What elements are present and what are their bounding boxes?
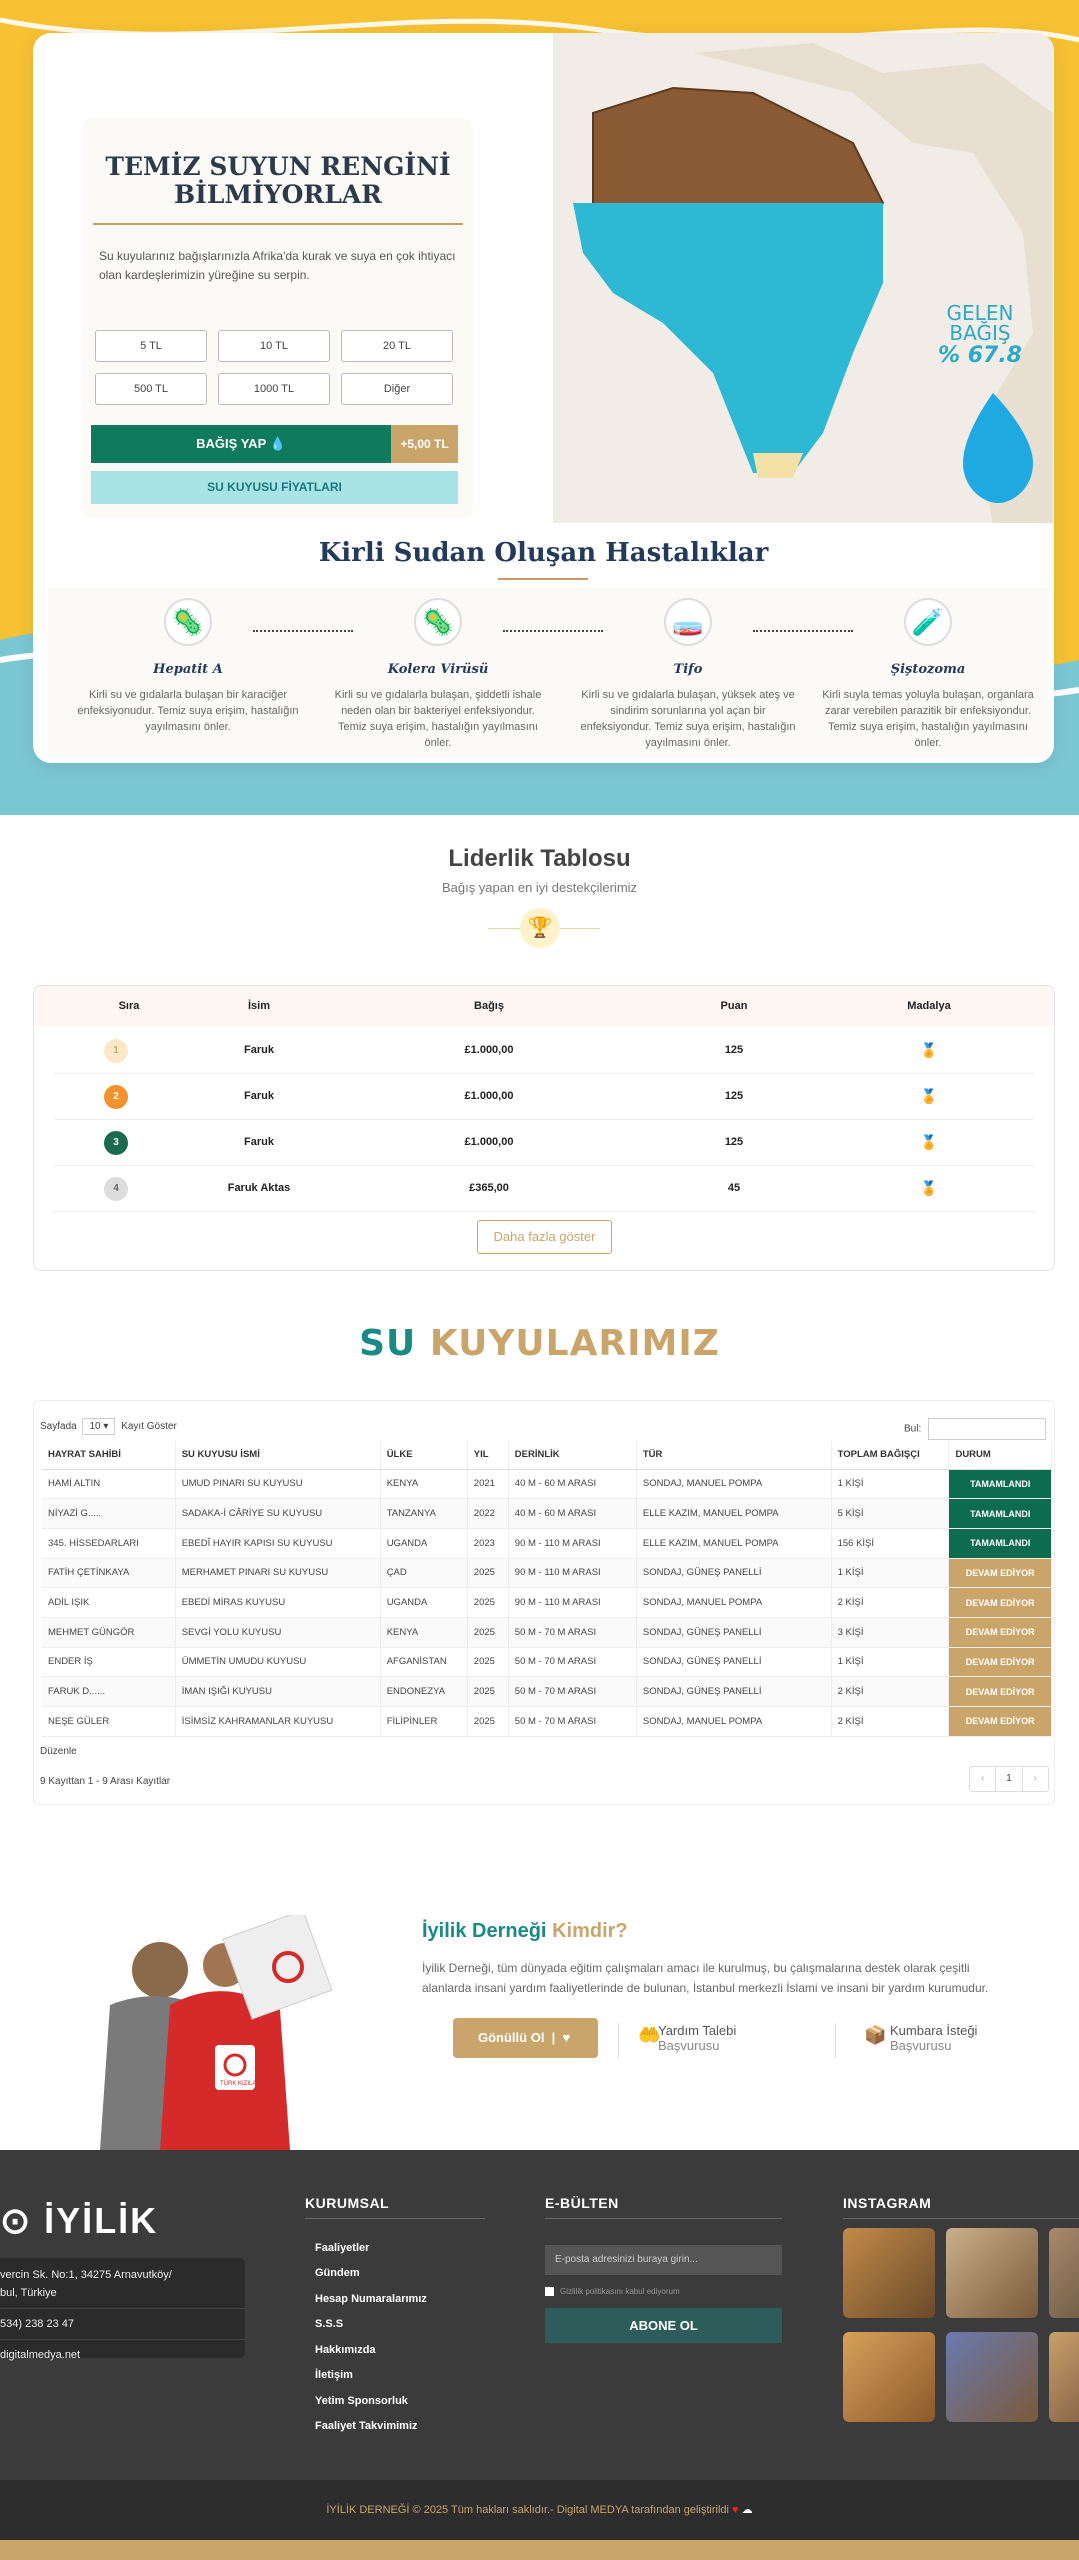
box-icon: 📦 [864,2025,887,2045]
instagram-photo[interactable] [843,2332,935,2422]
table-cell: EBEDÎ HAYIR KAPISI SU KUYUSU [175,1528,380,1558]
leaderboard-header [34,986,1054,1026]
table-cell: 2022 [467,1499,508,1529]
disease-name: Şiştozoma [890,662,966,677]
amount-1000[interactable]: 1000 TL [218,373,330,405]
donate-label: BAĞIŞ YAP [196,436,267,451]
bacteria-icon: 🦠 [414,598,462,646]
status-badge: DEVAM EDİYOR [949,1677,1052,1707]
leader-score: 45 [727,1182,741,1194]
wells-col-header[interactable]: HAYRAT SAHİBİ [42,1441,175,1469]
leaderboard-title: Liderlik Tablosu [448,845,631,872]
newsletter-email-input[interactable]: E-posta adresinizi buraya girin... [545,2245,782,2275]
table-cell: 5 KİŞİ [831,1499,949,1529]
instagram-photo[interactable] [1049,2228,1079,2318]
table-cell: 2023 [467,1528,508,1558]
divider-line [560,928,600,929]
well-prices-button[interactable]: SU KUYUSU FİYATLARI [91,471,458,504]
leaderboard-table [33,985,1055,1271]
hand-heart-icon: 🤲 [638,2025,661,2045]
status-badge: TAMAMLANDI [949,1469,1052,1499]
table-cell: MEHMET GÜNGÖR [42,1617,175,1647]
table-cell: UGANDA [380,1588,467,1618]
leaderboard-row [54,1120,1034,1166]
table-cell: SEVGİ YOLU KUYUSU [175,1617,380,1647]
rank-badge: 4 [104,1177,128,1201]
email[interactable]: digitalmedya.net [0,2339,245,2364]
table-cell: 2025 [467,1677,508,1707]
donate-button[interactable] [91,425,391,463]
col-rank: Sıra [118,1000,140,1012]
table-row [42,1707,1052,1737]
disease-card [808,588,1048,751]
footer-link[interactable]: Hesap Numaralarımız [315,2293,427,2305]
table-cell: SONDAJ, MANUEL POMPA [636,1469,831,1499]
footer-logo: ⊙ İYİLİK [0,2200,159,2241]
show-more-button[interactable]: Daha fazla göster [477,1220,612,1254]
table-cell: 2025 [467,1558,508,1588]
col-name: İsim [247,1000,270,1012]
instagram-title: INSTAGRAM [843,2195,932,2211]
title-divider [93,223,463,225]
table-cell: SONDAJ, GÜNEŞ PANELLİ [636,1617,831,1647]
disease-name: Kolera Virüsü [387,662,489,677]
virus-icon: 🦠 [164,598,212,646]
diseases-title: Kirli Sudan Oluşan Hastalıklar [318,538,769,568]
rank-badge: 2 [104,1085,128,1109]
table-cell: 50 M - 70 M ARASI [508,1647,636,1677]
instagram-photo[interactable] [1049,2332,1079,2422]
divider [545,2218,782,2219]
table-cell: 2025 [467,1707,508,1737]
table-cell: 1 KİŞİ [831,1647,949,1677]
medal-icon: 🏅 [920,1134,938,1150]
table-cell: 2025 [467,1647,508,1677]
table-cell: AFGANİSTAN [380,1647,467,1677]
leaderboard-row [54,1166,1034,1212]
search-input[interactable] [928,1418,1046,1440]
leaderboard-row [54,1028,1034,1074]
leaderboard-row [54,1074,1034,1120]
table-cell: FARUK D...... [42,1677,175,1707]
table-cell: 2025 [467,1588,508,1618]
rank-badge: 1 [104,1039,128,1063]
leader-score: 125 [724,1136,744,1148]
copyright-bar [0,2480,1079,2540]
wells-col-header[interactable]: DURUM [949,1441,1052,1469]
table-cell: UGANDA [380,1528,467,1558]
table-cell: 90 M - 110 M ARASI [508,1588,636,1618]
divider [835,2023,836,2058]
table-row [42,1528,1052,1558]
status-badge: DEVAM EDİYOR [949,1558,1052,1588]
footer-link[interactable]: Faaliyet Takvimimiz [315,2420,418,2432]
status-badge: DEVAM EDİYOR [949,1617,1052,1647]
search-control [904,1418,1046,1440]
table-cell: KENYA [380,1617,467,1647]
table-cell: EBEDİ MİRAS KUYUSU [175,1588,380,1618]
volunteer-button[interactable]: Gönüllü Ol | ♥ [453,2018,598,2058]
table-cell: ADİL IŞIK [42,1588,175,1618]
amount-10[interactable]: 10 TL [218,330,330,362]
page-length-control [40,1418,177,1435]
trophy-icon: 🏆 [520,908,560,948]
wells-title-a: SU [359,1323,417,1364]
gelen-label: GELEN [946,301,1014,325]
table-cell: İMAN IŞIĞI KUYUSU [175,1677,380,1707]
status-badge: TAMAMLANDI [949,1499,1052,1529]
wells-col-header[interactable]: DERİNLİK [508,1441,636,1469]
donate-sum: +5,00 TL [391,425,458,463]
table-cell: 40 M - 60 M ARASI [508,1469,636,1499]
footer [0,2150,1079,2480]
table-cell: 50 M - 70 M ARASI [508,1707,636,1737]
africa-map [553,33,1053,523]
wells-col-header[interactable]: ÜLKE [380,1441,467,1469]
leader-name: Faruk [244,1136,274,1148]
table-cell: 50 M - 70 M ARASI [508,1617,636,1647]
about-section [0,1895,1079,2150]
instagram-photo[interactable] [843,2228,935,2318]
status-badge: DEVAM EDİYOR [949,1647,1052,1677]
edit-label[interactable]: Düzenle [40,1746,77,1757]
instagram-photo[interactable] [946,2332,1038,2422]
leader-score: 125 [724,1090,744,1102]
table-cell: 1 KİŞİ [831,1558,949,1588]
leader-name: Faruk [244,1044,274,1056]
medal-icon: 🏅 [920,1180,938,1196]
table-row [42,1677,1052,1707]
bagis-label: BAĞIŞ [949,321,1011,345]
table-cell: SADAKA-İ CÂRİYE SU KUYUSU [175,1499,380,1529]
table-info: 9 Kayıttan 1 - 9 Arası Kayıtlar [40,1776,171,1787]
table-cell: KENYA [380,1469,467,1499]
amount-500[interactable]: 500 TL [95,373,207,405]
wells-table [42,1441,1052,1737]
page-number[interactable]: 1 [995,1767,1022,1791]
about-title-a: İyilik Derneği [422,1920,547,1942]
table-row [42,1647,1052,1677]
table-cell: SONDAJ, MANUEL POMPA [636,1588,831,1618]
amount-20[interactable]: 20 TL [341,330,453,362]
box-sub: Başvurusu [890,2038,952,2053]
table-cell: SONDAJ, GÜNEŞ PANELLİ [636,1558,831,1588]
table-cell: ENDONEZYA [380,1677,467,1707]
wells-col-header[interactable]: YIL [467,1441,508,1469]
footer-link[interactable]: Hakkımızda [315,2344,376,2356]
table-cell: FİLİPİNLER [380,1707,467,1737]
box-request-link[interactable] [864,2023,978,2053]
table-cell: 3 KİŞİ [831,1617,949,1647]
per-page-label: Sayfada [40,1421,77,1432]
heart-icon: ♥ [732,2504,739,2516]
footer-link[interactable]: Yetim Sponsorluk [315,2395,408,2407]
table-cell: 2 KİŞİ [831,1588,949,1618]
table-cell: ELLE KAZIM, MANUEL POMPA [636,1528,831,1558]
logo-text: İYİLİK [44,2200,159,2241]
help-title: Yardım Talebi [658,2023,737,2038]
disease-desc: Kirli su ve gıdalarla bulaşan, yüksek ateş ve sindirim sorunlarına yol açan bir enfeksiyondur. Temiz suya erişim, hastalığın yayılmasını önler. [580,689,796,749]
leader-amount: £1.000,00 [464,1090,514,1102]
table-cell: 40 M - 60 M ARASI [508,1499,636,1529]
table-row [42,1499,1052,1529]
table-cell: SONDAJ, GÜNEŞ PANELLİ [636,1677,831,1707]
per-page-value: 10 [89,1421,101,1432]
table-cell: TANZANYA [380,1499,467,1529]
table-cell: 2 KİŞİ [831,1707,949,1737]
kizilay-logo-text: TÜRK KIZILAY [220,2081,260,2087]
address-line1: vercin Sk. No:1, 34275 Arnavutköy/ [0,2269,172,2281]
prev-page-icon[interactable]: ‹ [980,1773,985,1784]
table-cell: 156 KİŞİ [831,1528,949,1558]
col-medal: Madalya [907,1000,951,1012]
subscribe-button[interactable]: ABONE OL [545,2308,782,2343]
corp-title: KURUMSAL [305,2195,390,2211]
table-cell: 345. HİSSEDARLARI [42,1528,175,1558]
hero-title: TEMİZ SUYUN RENGİNİ BİLMİYORLAR [105,152,451,209]
medal-icon: 🏅 [920,1042,938,1058]
table-cell: 90 M - 110 M ARASI [508,1558,636,1588]
amount-5[interactable]: 5 TL [95,330,207,362]
table-cell: 2021 [467,1469,508,1499]
table-row [42,1617,1052,1647]
status-badge: TAMAMLANDI [949,1528,1052,1558]
table-cell: UMUD PINARI SU KUYUSU [175,1469,380,1499]
status-badge: DEVAM EDİYOR [949,1707,1052,1737]
disease-card [68,588,308,735]
table-cell: SONDAJ, GÜNEŞ PANELLİ [636,1647,831,1677]
address-line2: bul, Türkiye [0,2287,57,2299]
hero-section [0,0,1079,815]
about-title-b: Kimdir? [552,1920,628,1942]
search-label: Bul: [904,1423,922,1435]
leader-name: Faruk [244,1090,274,1102]
disease-desc: Kirli su ve gıdalarla bulaşan, şiddetli ishale neden olan bir bakteriyel enfeksiyondur. Temiz suya erişim, hastalığın yayılmasını önler. [334,689,542,749]
germs-icon: 🧫 [664,598,712,646]
table-cell: ÜMMETİN UMUDU KUYUSU [175,1647,380,1677]
footer-link[interactable]: Gündem [315,2267,360,2279]
table-cell: 50 M - 70 M ARASI [508,1677,636,1707]
policy-checkbox[interactable] [545,2287,680,2296]
leader-score: 125 [724,1044,744,1056]
table-cell: NİYAZİ G..... [42,1499,175,1529]
hero-card [33,33,1054,763]
leaderboard-subtitle: Bağış yapan en iyi destekçilerimiz [441,880,638,895]
policy-label: Gizlilik politikasını kabul ediyorum [560,2287,680,2296]
phone[interactable]: 534) 238 23 47 [0,2308,245,2333]
disease-name: Tifo [673,662,703,677]
table-cell: 1 KİŞİ [831,1469,949,1499]
wells-col-header[interactable]: TOPLAM BAĞIŞÇI [831,1441,949,1469]
wells-col-header[interactable]: TÜR [636,1441,831,1469]
donation-percent: % 67.8 [938,343,1022,368]
divider [305,2218,485,2219]
table-cell: SONDAJ, MANUEL POMPA [636,1707,831,1737]
about-text: İyilik Derneği, tüm dünyada eğitim çalışmaları amacı ile kurulmuş, bu çalışmalarına destek olarak çeşitli alanlarda insani yardım faaliyetlerinde de bulunan, İstanbul merkezli İslami ve insani bir yardım kurumudur. [422,1961,989,1995]
col-score: Puan [720,1000,748,1012]
wells-table-box [33,1400,1055,1805]
footer-link[interactable]: Faaliyetler [315,2242,370,2254]
help-sub: Başvurusu [658,2038,720,2053]
table-cell: 2025 [467,1617,508,1647]
footer-link[interactable]: İletişim [315,2369,353,2381]
footer-link[interactable]: S.S.S [315,2318,344,2330]
table-cell: 2 KİŞİ [831,1677,949,1707]
about-title [422,1920,628,1943]
per-page-select[interactable]: 10 ▾ [82,1418,115,1435]
medal-icon: 🏅 [920,1088,938,1104]
wells-title [0,1323,1079,1364]
help-request-link[interactable] [638,2023,737,2053]
diseases-divider [498,578,588,580]
table-cell: ENDER İŞ [42,1647,175,1677]
leader-amount: £1.000,00 [464,1044,514,1056]
parasite-icon: 🧪 [904,598,952,646]
leader-name: Faruk Aktas [227,1182,291,1194]
copyright: İYİLİK DERNEĞİ © 2025 Tüm hakları saklıdır.- Digital MEDYA tarafından geliştirildi [326,2504,729,2516]
drop-icon: 💧 [269,436,286,451]
wells-col-header[interactable]: SU KUYUSU İSMİ [175,1441,380,1469]
instagram-photo[interactable] [946,2228,1038,2318]
donation-form [83,118,473,518]
disease-card [568,588,808,751]
pagination [969,1766,1049,1792]
disease-card [318,588,558,751]
status-badge: DEVAM EDİYOR [949,1588,1052,1618]
disease-desc: Kirli su ve gıdalarla bulaşan bir karaciğer enfeksiyonudur. Temiz suya erişim, hastalığın yayılmasını önler. [77,689,299,733]
col-amount: Bağış [474,1000,504,1012]
donation-progress [938,303,1022,368]
next-page-icon[interactable]: › [1033,1773,1037,1784]
newsletter-title: E-BÜLTEN [545,2195,619,2211]
divider [618,2023,619,2058]
amount-other[interactable]: Diğer [341,373,453,405]
volunteer-image [50,1915,390,2150]
table-cell: ELLE KAZIM, MANUEL POMPA [636,1499,831,1529]
divider [843,2218,1079,2219]
box-title: Kumbara İsteği [890,2023,978,2038]
heart-icon: ♥ [562,2030,571,2045]
table-row [42,1558,1052,1588]
disease-desc: Kirli suyla temas yoluyla bulaşan, organlara zarar verebilen parazitik bir enfeksiyondur. Temiz suya erişim, hastalığın yayılmasını önler. [822,689,1034,749]
table-cell: İSİMSİZ KAHRAMANLAR KUYUSU [175,1707,380,1737]
table-cell: NEŞE GÜLER [42,1707,175,1737]
table-cell: MERHAMET PINARI SU KUYUSU [175,1558,380,1588]
volunteer-label: Gönüllü Ol [478,2030,545,2045]
leader-amount: £1.000,00 [464,1136,514,1148]
wells-title-b: KUYULARIMIZ [429,1323,720,1364]
table-cell: FATİH ÇETİNKAYA [42,1558,175,1588]
cloud-logo-icon: ☁ [741,2504,753,2516]
footer-contact [0,2258,245,2361]
hero-text: Su kuyularınız bağışlarınızla Afrika'da kurak ve suya en çok ihtiyacı olan kardeşlerimizin yüreğine su serpin. [99,249,456,282]
bottom-accent-bar [0,2540,1079,2560]
table-cell: 90 M - 110 M ARASI [508,1528,636,1558]
table-cell: ÇAD [380,1558,467,1588]
table-cell: HAMİ ALTIN [42,1469,175,1499]
table-row [42,1469,1052,1499]
per-page-suffix: Kayıt Göster [121,1421,177,1432]
rank-badge: 3 [104,1131,128,1155]
table-row [42,1588,1052,1618]
disease-name: Hepatit A [153,662,223,677]
diseases-row [48,588,1048,758]
leader-amount: £365,00 [469,1182,509,1194]
